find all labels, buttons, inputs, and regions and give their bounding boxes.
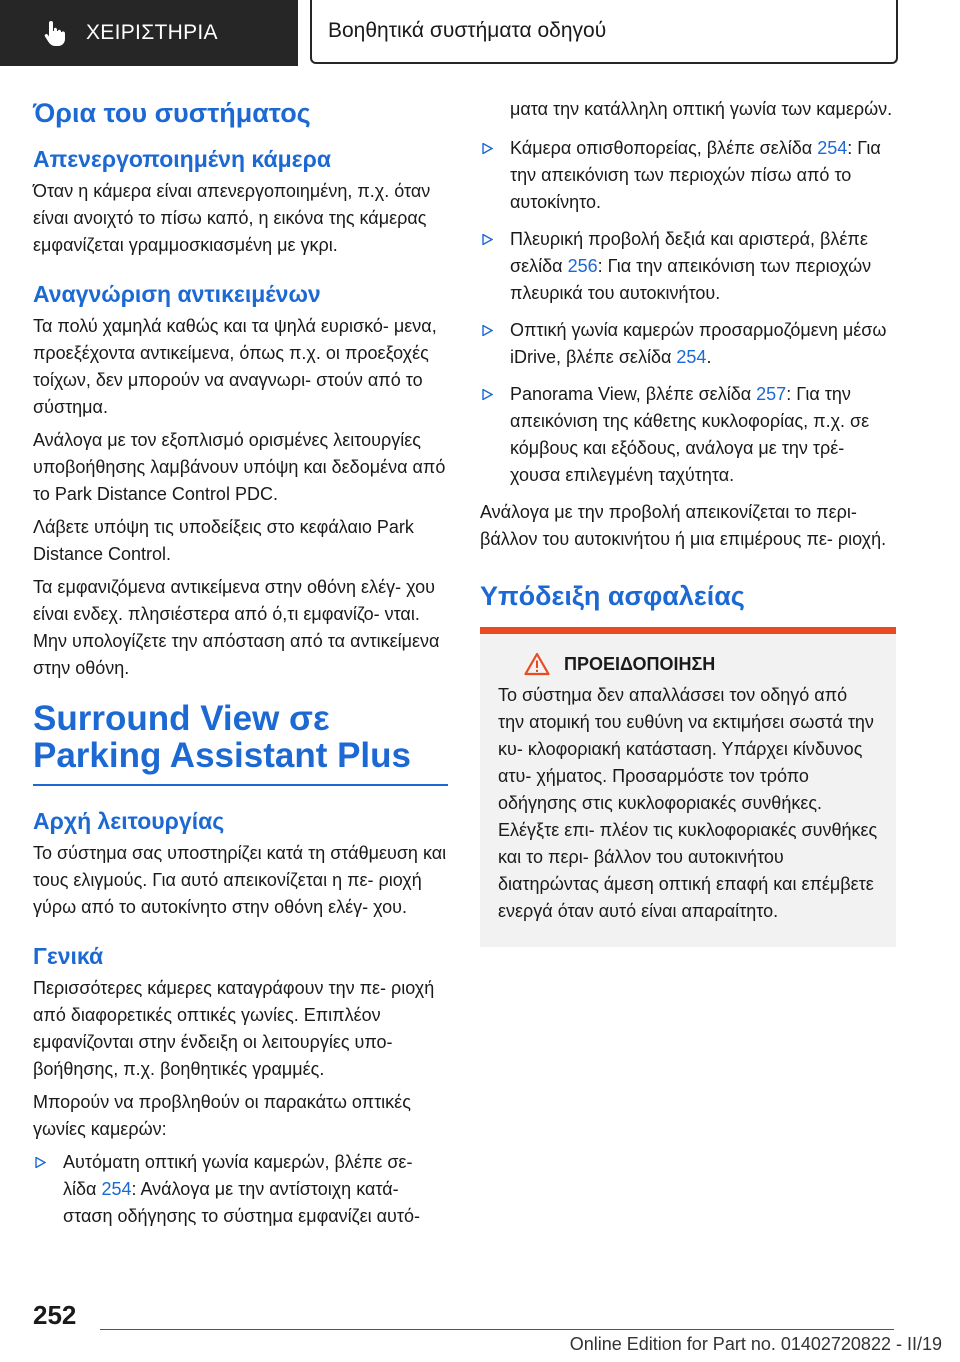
warning-triangle-icon	[524, 652, 550, 676]
general-text-1: Περισσότερες κάμερες καταγράφουν την πε- ριοχή από διαφορετικές οπτικές γωνίες. Επιπλέον εμφανίζονται στην ένδειξη οι λειτουργίες υπο- βοήθησης, π.χ. βοηθητικές γραμμές.	[33, 978, 435, 1079]
triangle-bullet-icon	[482, 325, 493, 336]
section-tab[interactable]	[310, 0, 898, 64]
left-column	[33, 96, 448, 1240]
triangle-bullet-icon	[35, 1157, 46, 1168]
camera-view-list-cont	[480, 135, 895, 489]
triangle-bullet-icon	[482, 234, 493, 245]
page-header	[0, 0, 960, 66]
safety-heading: Υπόδειξη ασφαλείας	[480, 581, 745, 611]
list-item: Πλευρική προβολή δεξιά και αριστερά, βλέπε σελίδα 256: Για την απεικόνιση των περιοχών πλευρικά του αυτοκινήτου.	[480, 226, 895, 307]
list-item: Οπτική γωνία καμερών προσαρμοζόμενη μέσω iDrive, βλέπε σελίδα 254.	[480, 317, 895, 371]
page-number: 252	[33, 1300, 77, 1330]
object-detection-text-1: Τα πολύ χαμηλά καθώς και τα ψηλά ευρισκό- μενα, προεξέχοντα αντικείμενα, όπως π.χ. οι προεξοχές τοίχων, δεν μπορούν να αναγνωρι- στούν από το σύστημα.	[33, 316, 437, 417]
triangle-bullet-icon	[482, 143, 493, 154]
list-item: Panorama View, βλέπε σελίδα 257: Για την απεικόνιση της κάθετης κυκλοφορίας, π.χ. σε κόμβους και εξόδους, ανάλογα με την τρέ- χουσα επιλεγμένη ταχύτητα.	[480, 381, 895, 489]
disabled-camera-text: Όταν η κάμερα είναι απενεργοποιημένη, π.χ. όταν είναι ανοιχτό το πίσω καπό, η εικόνα της κάμερας εμφανίζεται γραμμοσκιασμένη με γκρι.	[33, 181, 431, 255]
view-text: Ανάλογα με την προβολή απεικονίζεται το περι- βάλλον του αυτοκινήτου ή μια επιμέρους πε- ριοχή.	[480, 502, 887, 549]
principle-heading: Αρχή λειτουργίας	[33, 808, 225, 834]
warning-header	[498, 652, 878, 676]
warning-label: ΠΡΟΕΙΔΟΠΟΙΗΣΗ	[564, 653, 716, 674]
manual-tab-label: ΧΕΙΡΙΣΤΗΡΙΑ	[86, 21, 218, 44]
list-continuation: ματα την κατάλληλη οπτική γωνία των καμερών.	[510, 99, 893, 119]
edition-text: Online Edition for Part no. 01402720822 - II/19	[569, 1334, 942, 1354]
general-text-2: Μπορούν να προβληθούν οι παρακάτω οπτικές γωνίες καμερών:	[33, 1092, 411, 1139]
disabled-camera-heading: Απενεργοποιημένη κάμερα	[33, 146, 331, 172]
list-item: Αυτόματη οπτική γωνία καμερών, βλέπε σε- λίδα 254: Ανάλογα με την αντίστοιχη κατά- σταση οδήγησης το σύστημα εμφανίζει αυτό-	[33, 1149, 448, 1230]
page-link[interactable]: 257	[756, 384, 787, 404]
warning-box	[480, 627, 896, 947]
footer-divider	[100, 1329, 894, 1330]
list-item: Κάμερα οπισθοπορείας, βλέπε σελίδα 254: Για την απεικόνιση των περιοχών πίσω από το αυτοκίνητο.	[480, 135, 895, 216]
principle-text: Το σύστημα σας υποστηρίζει κατά τη στάθμευση και τους ελιγμούς. Για αυτό απεικονίζεται η πε- ριοχή γύρω από το αυτοκίνητο στην οθόνη ελέγ- χου.	[33, 843, 447, 917]
warning-text: Το σύστημα δεν απαλλάσσει τον οδηγό από την ατομική του ευθύνη να εκτιμήσει σωστά την κυ- κλοφοριακή κατάσταση. Υπάρχει κίνδυνος ατυ- χήματος. Προσαρμόστε τον τρόπο οδήγησης στις κυκλοφοριακές συνθήκες. Ελέγξτε επι- πλέον τις κυκλοφοριακές συνθήκες και το περι- βάλλον του αυτοκινήτου διατηρώντας άμεση οπτική επαφή και επέμβετε ενεργά όταν αυτό είναι απαραίτητο.	[498, 685, 878, 921]
page-link[interactable]: 254	[817, 138, 848, 158]
page-link[interactable]: 254	[676, 347, 707, 367]
section-tab-label: Βοηθητικά συστήματα οδηγού	[328, 19, 607, 42]
manual-tab[interactable]	[0, 0, 298, 66]
object-detection-heading: Αναγνώριση αντικειμένων	[33, 281, 321, 307]
triangle-bullet-icon	[482, 389, 493, 400]
object-detection-text-4: Τα εμφανιζόμενα αντικείμενα στην οθόνη ελέγ- χου είναι ενδεχ. πλησιέστερα από ό,τι εμφανίζο- νται. Μην υπολογίζετε την απόσταση από τα αντικείμενα στην οθόνη.	[33, 577, 440, 678]
camera-view-list	[33, 1149, 448, 1230]
limits-heading: Όρια του συστήματος	[33, 98, 311, 128]
right-column	[480, 96, 895, 947]
page-link[interactable]: 254	[101, 1179, 132, 1199]
page-link[interactable]: 256	[567, 256, 598, 276]
object-detection-text-2: Ανάλογα με τον εξοπλισμό ορισμένες λειτουργίες υποβοήθησης λαμβάνουν υπόψη και δεδομένα από το Park Distance Control PDC.	[33, 430, 446, 504]
chapter-title: Surround View σε Parking Assistant Plus	[33, 699, 411, 775]
object-detection-text-3: Λάβετε υπόψη τις υποδείξεις στο κεφάλαιο Park Distance Control.	[33, 517, 414, 564]
chapter-divider	[33, 784, 448, 786]
hand-pointer-icon	[40, 18, 70, 48]
general-heading: Γενικά	[33, 943, 104, 969]
